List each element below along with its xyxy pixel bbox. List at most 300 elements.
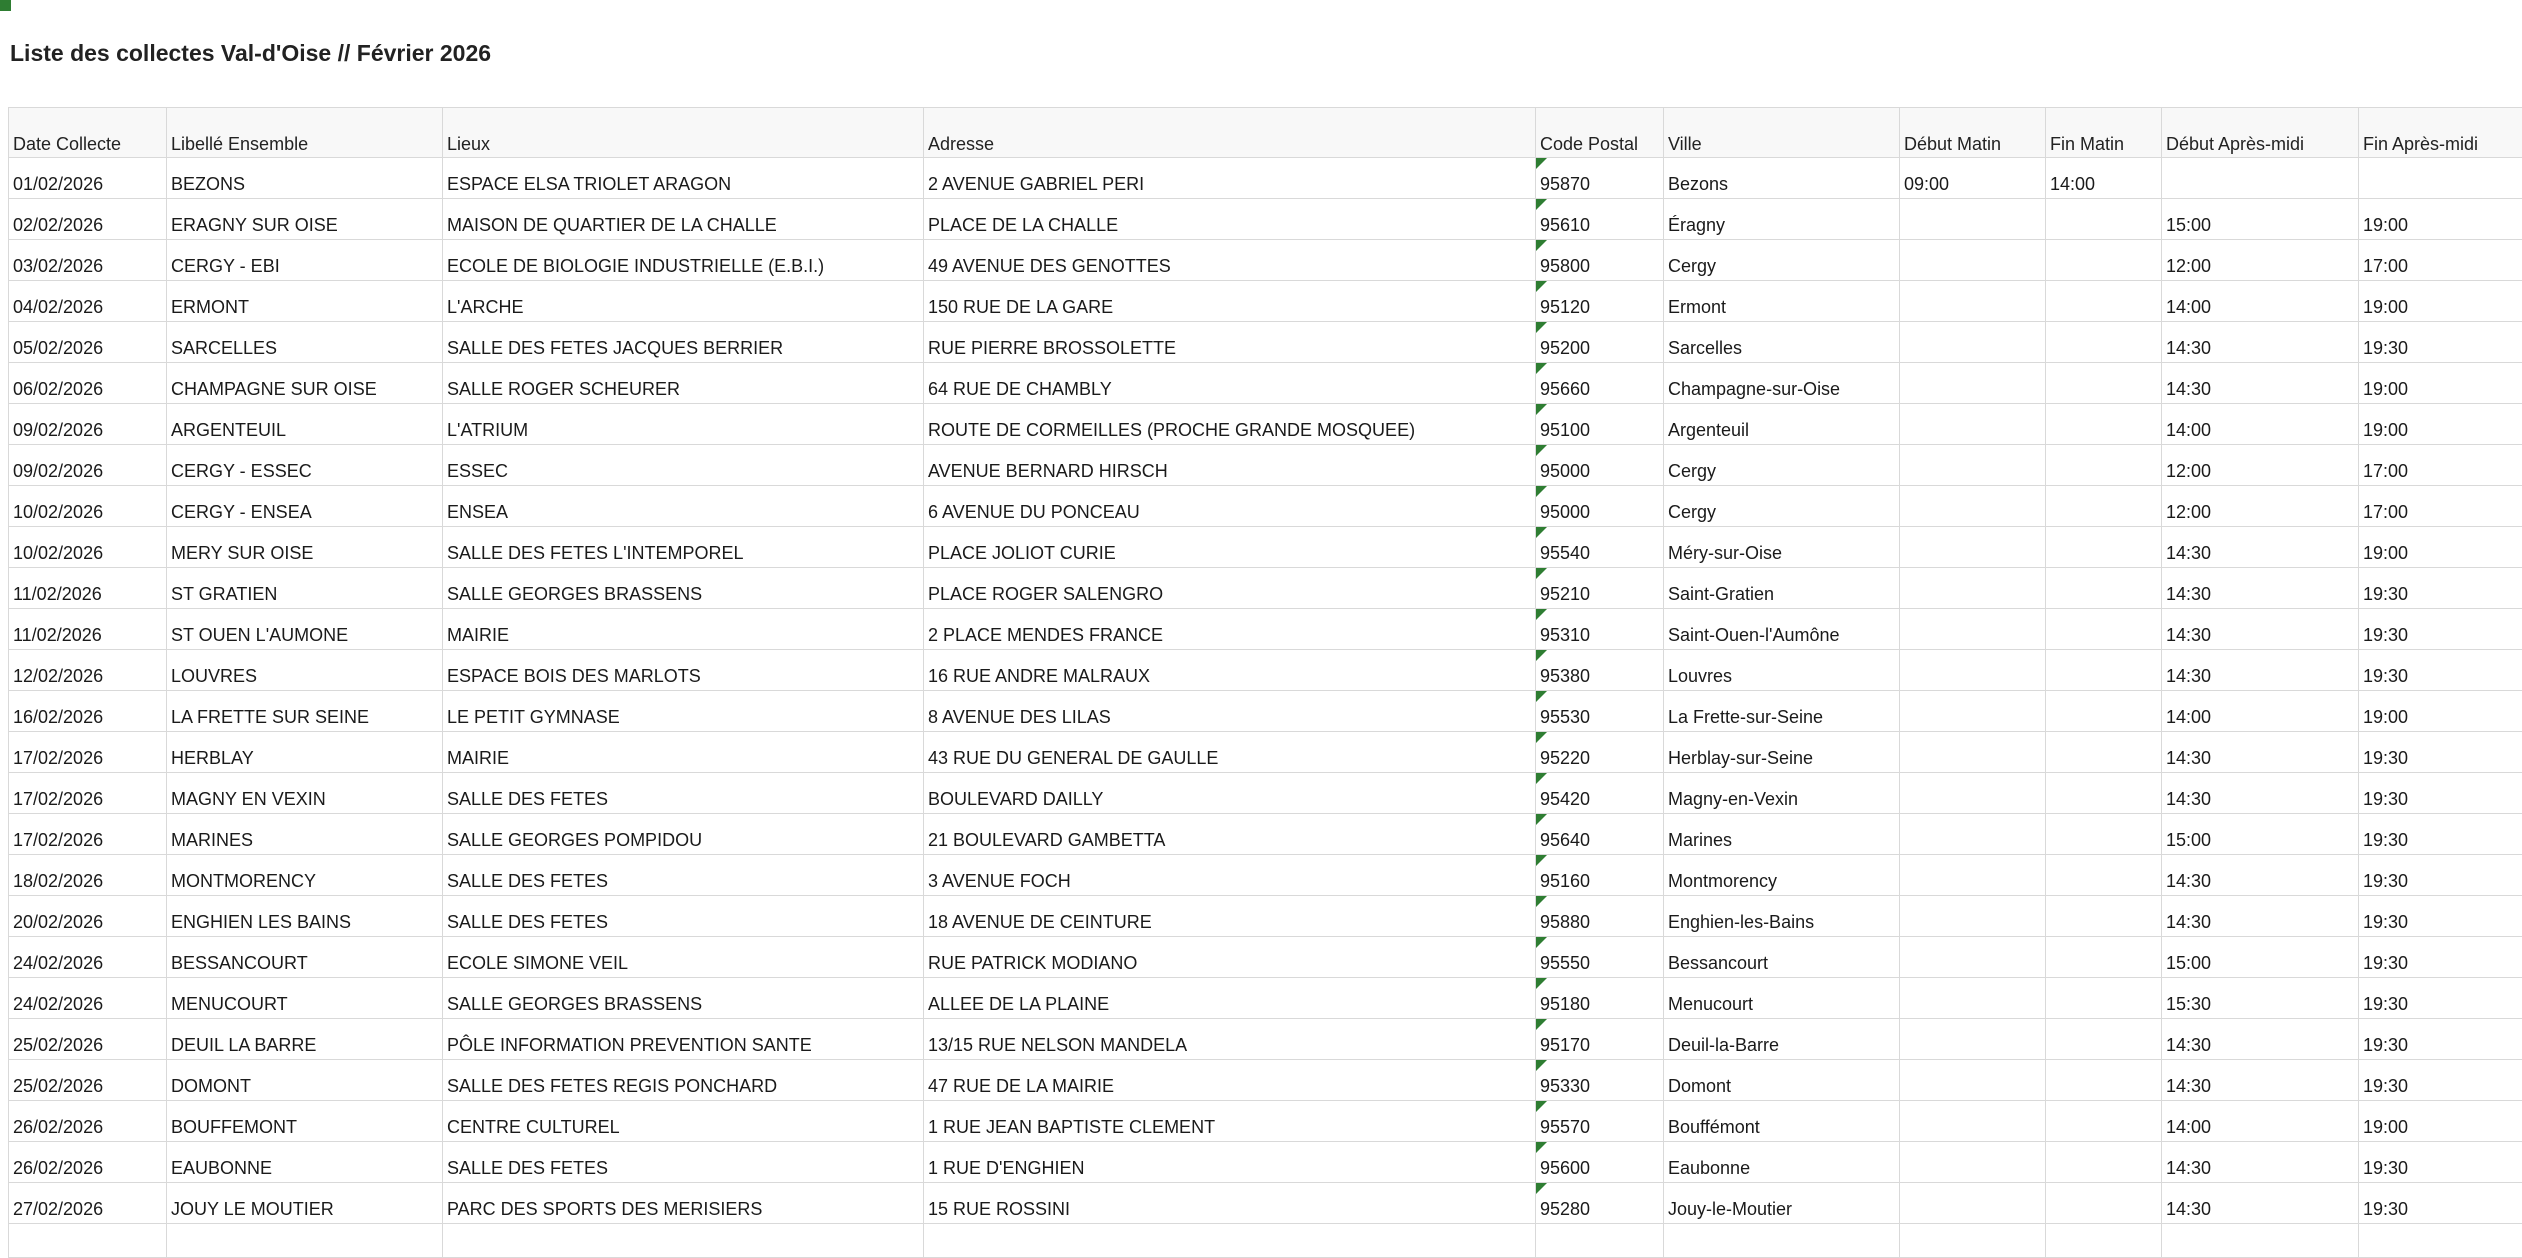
ville-cell[interactable]: Champagne-sur-Oise [1664,363,1900,404]
debut-matin-cell[interactable] [1900,937,2046,978]
ville-cell[interactable]: Marines [1664,814,1900,855]
fin-matin-cell[interactable] [2046,855,2162,896]
fin-apres-midi-cell[interactable]: 17:00 [2359,240,2522,281]
lieux-cell[interactable]: L'ATRIUM [443,404,924,445]
debut-matin-cell[interactable] [1900,240,2046,281]
fin-apres-midi-cell[interactable]: 19:30 [2359,814,2522,855]
fin-matin-cell[interactable] [2046,322,2162,363]
fin-apres-midi-cell[interactable]: 19:00 [2359,281,2522,322]
lieux-cell[interactable]: L'ARCHE [443,281,924,322]
debut-apres-midi-cell[interactable]: 12:00 [2162,486,2359,527]
code-postal-cell[interactable]: 95600 [1536,1142,1664,1183]
adresse-cell[interactable]: 43 RUE DU GENERAL DE GAULLE [924,732,1536,773]
adresse-cell[interactable]: RUE PATRICK MODIANO [924,937,1536,978]
fin-matin-cell[interactable] [2046,486,2162,527]
ville-cell[interactable]: Bessancourt [1664,937,1900,978]
adresse-cell[interactable]: 47 RUE DE LA MAIRIE [924,1060,1536,1101]
adresse-cell[interactable]: 16 RUE ANDRE MALRAUX [924,650,1536,691]
libelle-cell[interactable]: MENUCOURT [167,978,443,1019]
debut-matin-cell[interactable] [1900,568,2046,609]
ville-cell[interactable]: Menucourt [1664,978,1900,1019]
debut-matin-cell[interactable] [1900,363,2046,404]
date-cell[interactable]: 16/02/2026 [9,691,167,732]
libelle-cell[interactable]: LOUVRES [167,650,443,691]
fin-apres-midi-cell[interactable]: 19:30 [2359,896,2522,937]
adresse-cell[interactable]: 18 AVENUE DE CEINTURE [924,896,1536,937]
fin-matin-cell[interactable] [2046,609,2162,650]
debut-matin-cell[interactable] [1900,609,2046,650]
debut-apres-midi-cell[interactable]: 14:30 [2162,855,2359,896]
table-row [9,978,2522,1019]
header-adresse[interactable]: Adresse [924,108,1536,158]
empty-cell[interactable] [924,1224,1536,1258]
empty-cell[interactable] [2162,1224,2359,1258]
lieux-cell[interactable]: SALLE ROGER SCHEURER [443,363,924,404]
code-postal-cell[interactable]: 95180 [1536,978,1664,1019]
fin-apres-midi-cell[interactable]: 19:30 [2359,1019,2522,1060]
fin-matin-cell[interactable] [2046,773,2162,814]
libelle-cell[interactable]: ENGHIEN LES BAINS [167,896,443,937]
collection-table [8,107,2522,1258]
date-cell[interactable]: 09/02/2026 [9,445,167,486]
header-lieux[interactable]: Lieux [443,108,924,158]
debut-matin-cell[interactable] [1900,1142,2046,1183]
ville-cell[interactable]: Saint-Gratien [1664,568,1900,609]
table-row [9,896,2522,937]
debut-matin-cell[interactable] [1900,445,2046,486]
debut-matin-cell[interactable] [1900,773,2046,814]
fin-matin-cell[interactable] [2046,1060,2162,1101]
debut-apres-midi-cell[interactable]: 15:30 [2162,978,2359,1019]
libelle-cell[interactable]: SARCELLES [167,322,443,363]
fin-apres-midi-cell[interactable]: 19:30 [2359,322,2522,363]
date-cell[interactable]: 17/02/2026 [9,814,167,855]
debut-apres-midi-cell[interactable]: 14:30 [2162,896,2359,937]
adresse-cell[interactable]: 2 PLACE MENDES FRANCE [924,609,1536,650]
debut-apres-midi-cell[interactable]: 14:30 [2162,322,2359,363]
code-postal-cell[interactable]: 95550 [1536,937,1664,978]
debut-matin-cell[interactable] [1900,1101,2046,1142]
ville-cell[interactable]: Ermont [1664,281,1900,322]
date-cell[interactable]: 02/02/2026 [9,199,167,240]
code-postal-cell[interactable]: 95100 [1536,404,1664,445]
debut-matin-cell[interactable] [1900,814,2046,855]
adresse-cell[interactable]: BOULEVARD DAILLY [924,773,1536,814]
date-cell[interactable]: 11/02/2026 [9,568,167,609]
fin-matin-cell[interactable] [2046,1019,2162,1060]
debut-matin-cell[interactable] [1900,486,2046,527]
fin-matin-cell[interactable] [2046,896,2162,937]
libelle-cell[interactable]: ERAGNY SUR OISE [167,199,443,240]
debut-apres-midi-cell[interactable]: 14:30 [2162,1019,2359,1060]
debut-apres-midi-cell[interactable]: 12:00 [2162,445,2359,486]
fin-matin-cell[interactable] [2046,1101,2162,1142]
date-cell[interactable]: 11/02/2026 [9,609,167,650]
header-fin-matin[interactable]: Fin Matin [2046,108,2162,158]
code-postal-cell[interactable]: 95160 [1536,855,1664,896]
adresse-cell[interactable]: ROUTE DE CORMEILLES (PROCHE GRANDE MOSQUEE) [924,404,1536,445]
libelle-cell[interactable]: HERBLAY [167,732,443,773]
debut-apres-midi-cell[interactable]: 14:30 [2162,732,2359,773]
date-cell[interactable]: 24/02/2026 [9,937,167,978]
adresse-cell[interactable]: 6 AVENUE DU PONCEAU [924,486,1536,527]
code-postal-cell[interactable]: 95540 [1536,527,1664,568]
empty-cell[interactable] [9,1224,167,1258]
table-row [9,1060,2522,1101]
ville-cell[interactable]: Cergy [1664,240,1900,281]
lieux-cell[interactable]: PARC DES SPORTS DES MERISIERS [443,1183,924,1224]
date-cell[interactable]: 04/02/2026 [9,281,167,322]
ville-cell[interactable]: Jouy-le-Moutier [1664,1183,1900,1224]
lieux-cell[interactable]: MAISON DE QUARTIER DE LA CHALLE [443,199,924,240]
code-postal-cell[interactable]: 95330 [1536,1060,1664,1101]
ville-cell[interactable]: Eaubonne [1664,1142,1900,1183]
fin-apres-midi-cell[interactable]: 19:00 [2359,404,2522,445]
libelle-cell[interactable]: ARGENTEUIL [167,404,443,445]
libelle-cell[interactable]: EAUBONNE [167,1142,443,1183]
empty-cell[interactable] [1536,1224,1664,1258]
debut-matin-cell[interactable] [1900,1019,2046,1060]
fin-matin-cell[interactable] [2046,240,2162,281]
debut-apres-midi-cell[interactable]: 14:30 [2162,1142,2359,1183]
lieux-cell[interactable]: ESPACE BOIS DES MARLOTS [443,650,924,691]
ville-cell[interactable]: Argenteuil [1664,404,1900,445]
lieux-cell[interactable]: SALLE DES FETES [443,773,924,814]
table-row [9,1101,2522,1142]
header-code-postal[interactable]: Code Postal [1536,108,1664,158]
date-cell[interactable]: 03/02/2026 [9,240,167,281]
libelle-cell[interactable]: ERMONT [167,281,443,322]
date-cell[interactable]: 17/02/2026 [9,773,167,814]
debut-apres-midi-cell[interactable]: 14:00 [2162,281,2359,322]
ville-cell[interactable]: Saint-Ouen-l'Aumône [1664,609,1900,650]
header-debut-matin[interactable]: Début Matin [1900,108,2046,158]
code-postal-cell[interactable]: 95000 [1536,486,1664,527]
code-postal-cell[interactable]: 95880 [1536,896,1664,937]
libelle-cell[interactable]: DOMONT [167,1060,443,1101]
lieux-cell[interactable]: CENTRE CULTUREL [443,1101,924,1142]
header-ville[interactable]: Ville [1664,108,1900,158]
debut-apres-midi-cell[interactable]: 14:30 [2162,609,2359,650]
debut-matin-cell[interactable] [1900,199,2046,240]
code-postal-cell[interactable]: 95310 [1536,609,1664,650]
adresse-cell[interactable]: 1 RUE JEAN BAPTISTE CLEMENT [924,1101,1536,1142]
code-postal-cell[interactable]: 95570 [1536,1101,1664,1142]
fin-matin-cell[interactable] [2046,568,2162,609]
debut-apres-midi-cell[interactable]: 14:30 [2162,1060,2359,1101]
debut-apres-midi-cell[interactable]: 14:30 [2162,568,2359,609]
adresse-cell[interactable]: PLACE ROGER SALENGRO [924,568,1536,609]
fin-matin-cell[interactable] [2046,814,2162,855]
fin-apres-midi-cell[interactable]: 19:00 [2359,1101,2522,1142]
fin-apres-midi-cell[interactable]: 19:30 [2359,937,2522,978]
adresse-cell[interactable]: 3 AVENUE FOCH [924,855,1536,896]
date-cell[interactable]: 06/02/2026 [9,363,167,404]
ville-cell[interactable]: Cergy [1664,445,1900,486]
date-cell[interactable]: 05/02/2026 [9,322,167,363]
fin-apres-midi-cell[interactable]: 19:30 [2359,732,2522,773]
debut-apres-midi-cell[interactable]: 15:00 [2162,814,2359,855]
libelle-cell[interactable]: MARINES [167,814,443,855]
code-postal-cell[interactable]: 95660 [1536,363,1664,404]
debut-apres-midi-cell[interactable]: 14:00 [2162,404,2359,445]
libelle-cell[interactable]: LA FRETTE SUR SEINE [167,691,443,732]
debut-matin-cell[interactable] [1900,404,2046,445]
libelle-cell[interactable]: BEZONS [167,158,443,199]
lieux-cell[interactable]: ECOLE DE BIOLOGIE INDUSTRIELLE (E.B.I.) [443,240,924,281]
lieux-cell[interactable]: SALLE GEORGES BRASSENS [443,978,924,1019]
debut-apres-midi-cell[interactable]: 14:00 [2162,1101,2359,1142]
fin-matin-cell[interactable] [2046,978,2162,1019]
code-postal-cell[interactable]: 95000 [1536,445,1664,486]
code-postal-cell[interactable]: 95870 [1536,158,1664,199]
fin-matin-cell[interactable] [2046,1183,2162,1224]
debut-apres-midi-cell[interactable]: 14:30 [2162,650,2359,691]
libelle-cell[interactable]: MAGNY EN VEXIN [167,773,443,814]
code-postal-cell[interactable]: 95170 [1536,1019,1664,1060]
debut-matin-cell[interactable]: 09:00 [1900,158,2046,199]
fin-apres-midi-cell[interactable]: 19:30 [2359,978,2522,1019]
libelle-cell[interactable]: CERGY - ESSEC [167,445,443,486]
libelle-cell[interactable]: CERGY - EBI [167,240,443,281]
lieux-cell[interactable]: SALLE DES FETES [443,1142,924,1183]
lieux-cell[interactable]: SALLE DES FETES REGIS PONCHARD [443,1060,924,1101]
fin-matin-cell[interactable] [2046,527,2162,568]
adresse-cell[interactable]: PLACE JOLIOT CURIE [924,527,1536,568]
lieux-cell[interactable]: ENSEA [443,486,924,527]
adresse-cell[interactable]: AVENUE BERNARD HIRSCH [924,445,1536,486]
fin-apres-midi-cell[interactable] [2359,158,2522,199]
debut-apres-midi-cell[interactable]: 14:30 [2162,527,2359,568]
header-debut-apres-midi[interactable]: Début Après-midi [2162,108,2359,158]
lieux-cell[interactable]: ESSEC [443,445,924,486]
code-postal-cell[interactable]: 95220 [1536,732,1664,773]
libelle-cell[interactable]: ST OUEN L'AUMONE [167,609,443,650]
lieux-cell[interactable]: PÔLE INFORMATION PREVENTION SANTE [443,1019,924,1060]
lieux-cell[interactable]: MAIRIE [443,732,924,773]
debut-matin-cell[interactable] [1900,732,2046,773]
header-libelle-ensemble[interactable]: Libellé Ensemble [167,108,443,158]
debut-matin-cell[interactable] [1900,322,2046,363]
fin-matin-cell[interactable] [2046,363,2162,404]
adresse-cell[interactable]: 15 RUE ROSSINI [924,1183,1536,1224]
date-cell[interactable]: 01/02/2026 [9,158,167,199]
table-row [9,1183,2522,1224]
lieux-cell[interactable]: MAIRIE [443,609,924,650]
empty-cell[interactable] [1664,1224,1900,1258]
empty-cell[interactable] [2046,1224,2162,1258]
debut-matin-cell[interactable] [1900,855,2046,896]
adresse-cell[interactable]: 2 AVENUE GABRIEL PERI [924,158,1536,199]
ville-cell[interactable]: Herblay-sur-Seine [1664,732,1900,773]
code-postal-cell[interactable]: 95610 [1536,199,1664,240]
fin-apres-midi-cell[interactable]: 17:00 [2359,445,2522,486]
lieux-cell[interactable]: SALLE DES FETES [443,896,924,937]
debut-apres-midi-cell[interactable]: 14:30 [2162,363,2359,404]
adresse-cell[interactable]: 49 AVENUE DES GENOTTES [924,240,1536,281]
adresse-cell[interactable]: RUE PIERRE BROSSOLETTE [924,322,1536,363]
adresse-cell[interactable]: 64 RUE DE CHAMBLY [924,363,1536,404]
ville-cell[interactable]: Louvres [1664,650,1900,691]
fin-apres-midi-cell[interactable]: 19:30 [2359,1183,2522,1224]
adresse-cell[interactable]: ALLEE DE LA PLAINE [924,978,1536,1019]
debut-apres-midi-cell[interactable] [2162,158,2359,199]
lieux-cell[interactable]: LE PETIT GYMNASE [443,691,924,732]
adresse-cell[interactable]: 150 RUE DE LA GARE [924,281,1536,322]
header-date-collecte[interactable]: Date Collecte [9,108,167,158]
fin-apres-midi-cell[interactable]: 19:30 [2359,1142,2522,1183]
fin-matin-cell[interactable] [2046,404,2162,445]
debut-matin-cell[interactable] [1900,896,2046,937]
fin-matin-cell[interactable] [2046,281,2162,322]
lieux-cell[interactable]: SALLE DES FETES L'INTEMPOREL [443,527,924,568]
fin-apres-midi-cell[interactable]: 19:30 [2359,568,2522,609]
table-row [9,486,2522,527]
fin-matin-cell[interactable] [2046,691,2162,732]
table-row [9,281,2522,322]
date-cell[interactable]: 20/02/2026 [9,896,167,937]
fin-matin-cell[interactable] [2046,732,2162,773]
date-cell[interactable]: 27/02/2026 [9,1183,167,1224]
debut-matin-cell[interactable] [1900,650,2046,691]
empty-cell[interactable] [2359,1224,2522,1258]
code-postal-cell[interactable]: 95640 [1536,814,1664,855]
date-cell[interactable]: 18/02/2026 [9,855,167,896]
date-cell[interactable]: 25/02/2026 [9,1019,167,1060]
date-cell[interactable]: 10/02/2026 [9,486,167,527]
date-cell[interactable]: 26/02/2026 [9,1142,167,1183]
adresse-cell[interactable]: 13/15 RUE NELSON MANDELA [924,1019,1536,1060]
ville-cell[interactable]: Magny-en-Vexin [1664,773,1900,814]
empty-cell[interactable] [443,1224,924,1258]
libelle-cell[interactable]: CHAMPAGNE SUR OISE [167,363,443,404]
debut-apres-midi-cell[interactable]: 14:00 [2162,691,2359,732]
empty-cell[interactable] [1900,1224,2046,1258]
lieux-cell[interactable]: SALLE DES FETES JACQUES BERRIER [443,322,924,363]
header-row [9,108,2522,158]
date-cell[interactable]: 24/02/2026 [9,978,167,1019]
fin-matin-cell[interactable] [2046,445,2162,486]
lieux-cell[interactable]: SALLE DES FETES [443,855,924,896]
header-fin-apres-midi[interactable]: Fin Après-midi [2359,108,2522,158]
lieux-cell[interactable]: ESPACE ELSA TRIOLET ARAGON [443,158,924,199]
fin-matin-cell[interactable]: 14:00 [2046,158,2162,199]
table-row [9,650,2522,691]
debut-apres-midi-cell[interactable]: 14:30 [2162,773,2359,814]
fin-apres-midi-cell[interactable]: 19:00 [2359,363,2522,404]
date-cell[interactable]: 25/02/2026 [9,1060,167,1101]
fin-apres-midi-cell[interactable]: 19:30 [2359,1060,2522,1101]
ville-cell[interactable]: Méry-sur-Oise [1664,527,1900,568]
table-row [9,1019,2522,1060]
debut-apres-midi-cell[interactable]: 14:30 [2162,1183,2359,1224]
debut-matin-cell[interactable] [1900,1060,2046,1101]
table-row [9,363,2522,404]
fin-matin-cell[interactable] [2046,937,2162,978]
debut-apres-midi-cell[interactable]: 12:00 [2162,240,2359,281]
code-postal-cell[interactable]: 95120 [1536,281,1664,322]
libelle-cell[interactable]: CERGY - ENSEA [167,486,443,527]
libelle-cell[interactable]: BOUFFEMONT [167,1101,443,1142]
table-row [9,773,2522,814]
ville-cell[interactable]: Sarcelles [1664,322,1900,363]
fin-apres-midi-cell[interactable]: 17:00 [2359,486,2522,527]
libelle-cell[interactable]: JOUY LE MOUTIER [167,1183,443,1224]
fin-matin-cell[interactable] [2046,199,2162,240]
table-row [9,1142,2522,1183]
table-row [9,445,2522,486]
fin-apres-midi-cell[interactable]: 19:00 [2359,527,2522,568]
debut-apres-midi-cell[interactable]: 15:00 [2162,937,2359,978]
ville-cell[interactable]: Éragny [1664,199,1900,240]
lieux-cell[interactable]: SALLE GEORGES BRASSENS [443,568,924,609]
adresse-cell[interactable]: 21 BOULEVARD GAMBETTA [924,814,1536,855]
lieux-cell[interactable]: SALLE GEORGES POMPIDOU [443,814,924,855]
date-cell[interactable]: 09/02/2026 [9,404,167,445]
debut-matin-cell[interactable] [1900,1183,2046,1224]
fin-apres-midi-cell[interactable]: 19:00 [2359,691,2522,732]
table-row [9,158,2522,199]
adresse-cell[interactable]: 1 RUE D'ENGHIEN [924,1142,1536,1183]
code-postal-cell[interactable]: 95280 [1536,1183,1664,1224]
code-postal-cell[interactable]: 95800 [1536,240,1664,281]
ville-cell[interactable]: Deuil-la-Barre [1664,1019,1900,1060]
date-cell[interactable]: 17/02/2026 [9,732,167,773]
code-postal-cell[interactable]: 95210 [1536,568,1664,609]
adresse-cell[interactable]: 8 AVENUE DES LILAS [924,691,1536,732]
table-row [9,732,2522,773]
fin-apres-midi-cell[interactable]: 19:30 [2359,609,2522,650]
debut-apres-midi-cell[interactable]: 15:00 [2162,199,2359,240]
libelle-cell[interactable]: MERY SUR OISE [167,527,443,568]
date-cell[interactable]: 26/02/2026 [9,1101,167,1142]
debut-matin-cell[interactable] [1900,978,2046,1019]
adresse-cell[interactable]: PLACE DE LA CHALLE [924,199,1536,240]
ville-cell[interactable]: Bezons [1664,158,1900,199]
libelle-cell[interactable]: ST GRATIEN [167,568,443,609]
ville-cell[interactable]: Domont [1664,1060,1900,1101]
code-postal-cell[interactable]: 95200 [1536,322,1664,363]
table-row [9,814,2522,855]
date-cell[interactable]: 10/02/2026 [9,527,167,568]
fin-apres-midi-cell[interactable]: 19:30 [2359,773,2522,814]
code-postal-cell[interactable]: 95420 [1536,773,1664,814]
table-row [9,322,2522,363]
libelle-cell[interactable]: DEUIL LA BARRE [167,1019,443,1060]
lieux-cell[interactable]: ECOLE SIMONE VEIL [443,937,924,978]
ville-cell[interactable]: Cergy [1664,486,1900,527]
code-postal-cell[interactable]: 95380 [1536,650,1664,691]
debut-matin-cell[interactable] [1900,527,2046,568]
code-postal-cell[interactable]: 95530 [1536,691,1664,732]
fin-apres-midi-cell[interactable]: 19:30 [2359,855,2522,896]
fin-matin-cell[interactable] [2046,650,2162,691]
fin-matin-cell[interactable] [2046,1142,2162,1183]
ville-cell[interactable]: La Frette-sur-Seine [1664,691,1900,732]
libelle-cell[interactable]: MONTMORENCY [167,855,443,896]
ville-cell[interactable]: Montmorency [1664,855,1900,896]
fin-apres-midi-cell[interactable]: 19:30 [2359,650,2522,691]
fin-apres-midi-cell[interactable]: 19:00 [2359,199,2522,240]
ville-cell[interactable]: Enghien-les-Bains [1664,896,1900,937]
ville-cell[interactable]: Bouffémont [1664,1101,1900,1142]
empty-cell[interactable] [167,1224,443,1258]
debut-matin-cell[interactable] [1900,281,2046,322]
debut-matin-cell[interactable] [1900,691,2046,732]
date-cell[interactable]: 12/02/2026 [9,650,167,691]
libelle-cell[interactable]: BESSANCOURT [167,937,443,978]
table-row [9,855,2522,896]
